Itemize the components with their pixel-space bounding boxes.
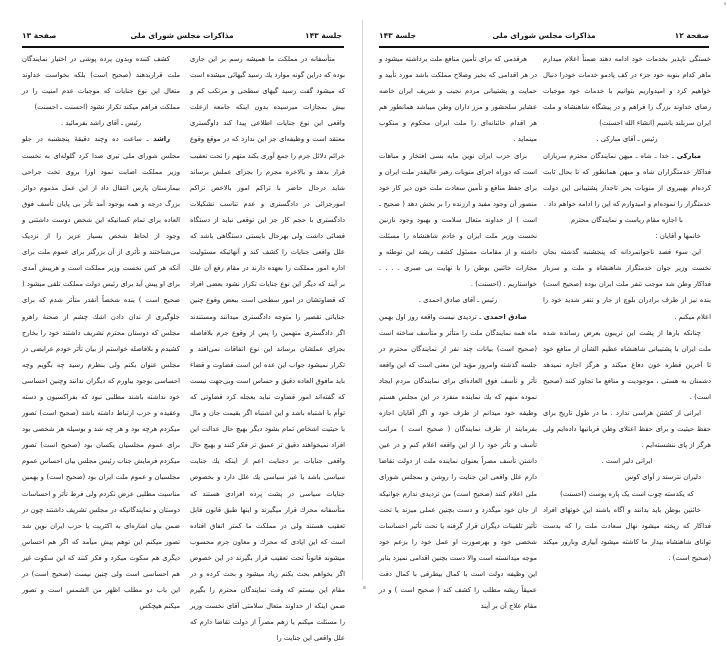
speaker-introduction: رئیس ـ آقای راشد بفرمائید . bbox=[60, 119, 142, 128]
running-title: مذاکرات مجلس شورای ملی bbox=[492, 31, 596, 40]
page-number: صفحة ۱۲ bbox=[674, 31, 709, 40]
paragraph: خستگی ناپذیر بخدمات خود ادامه دهند ضمناً اعلام میدارم ماهر کدام بنوبه خود جزء در کف پادمو خدمات خودرا دنبال خواهیم کرد و امیدواریم بتوانیم با خدمات خود موجبات رضای خداوند بزرگ را فراهم و در پیشگاه شاهنشاه و ملت ایران سربلند باشیم (انشاء الله احسنت) bbox=[543, 55, 711, 128]
paragraph: این سوء قصد ناجوانمردانه که پنجشنبه گذشته بجان نخست وزیر جوان خدمتگزار شاهنشاه و ملت و سرباز فداکار وطن شد موجب تنفر ملت ایران بوده (صحیح است) بنده نیز از طرف برادران بلوچ از جار و تنفر شدید خود را اعلام میکنم . bbox=[543, 248, 711, 321]
speech-text: ـ خدا ـ شاه ـ میهن نمایندگان محترم سربازان فداکار خدمتگزاران شاه و میهن همانطور که تا بحال ثابت کرده‌ام بهپیروی از منویات بحر تاجدار پشتیبانی این دولت خدمتگزار را نموده‌ام و امیدوارم که این را ادامه خواهم داد . bbox=[543, 151, 711, 208]
speech-paragraph bbox=[379, 309, 537, 615]
speaker-name: مبارکی bbox=[676, 151, 701, 160]
speaker-introduction: رئیس ـ آقای مبارکی . bbox=[596, 135, 658, 144]
session-number: جلسة ۱۴۳ bbox=[379, 31, 416, 40]
speaker-name: راشد bbox=[153, 135, 171, 144]
right-page-column-1 bbox=[543, 51, 711, 566]
verse-line: دلیران نترسند ز آوای کوس bbox=[624, 473, 701, 482]
speech-paragraph bbox=[543, 148, 711, 212]
right-page-header bbox=[379, 31, 709, 45]
right-page bbox=[365, 0, 727, 611]
page-gutter bbox=[362, 20, 363, 580]
paragraph: چنانکه بارها از پشت این تریبون بعرض رسانده شده ملت ایران با پشتیبانی شاهنشاه عظیم الشأن از منافع خود تا آخرین قطره خون دفاع میکند و هرگز اجازه نمیدهد دشمنان به هستی ، موجودیت و منافع ما تجاوز کنند (صحیح است) . bbox=[543, 328, 711, 401]
paragraph: هرقدمی که برای تأمین منافع ملت برداشته میشود و در هر اقدامی که بخیر وصلاح مملکت باشد مورد تأیید و حمایت و پشتیبانی مردم نجیب و شریف ایران خاصه عشایر سلحشور و مرز داران وطن میباشد همانطور هم هر اقدام خائنانه‌ای را ملت ایران محکوم و منکوب مینماید . bbox=[379, 55, 537, 144]
paragraph: متأسفانه در مملکت ما همیشه رسم بر این جاری بوده که دراین گونه موارد یك رسید گیهائی میشده است که میشود گفت رسید گیهای سطحی و مرتکب کم و بیش بمجازات میرسیده بدون اینکه جامعه ازعلت واقعی این نوع جنایات اطلاعی پیدا کند داوگستری معتقد است و وظیفه‌ای جز این ندارد که در موقع وقوع جرائم دلائل جرم را جمع آوری بکند متهم را تحت تعقیب قرار بدهد و بالاخره مجرم را بجزای عملش برساند شاید درحال حاضر با تراکم امور بالاخص تراکم امورجزائی در دادگستری و عدم تناسب تشکیلات دادگستری با حجم کار جز این توقعی نباید از دستگاه قضائی داشت ولی بهرحال بایستی دستگاهی باشد که علل واقعی جنایات را کشف کند و آنهائیکه مسئولیت اداره امور مملکت را بعهده دارند در مقام رفع آن علل بر آیند که دیگر این نوع جنایات تکرار نشود بعضی افراد که قضاوتشان در امور سطحی است ببعض وقوع چنین جنایاتی تقصیر را متوجه دادگستری میدانند ومستندند اگر دادگستری متهمین را پس از وقوع جرم بلافاصله بجزای عملشان برساند این نوع اتفاقات نمی‌افتد و تکرار نمیشود جواب این عده این است قضاوت و قضاء باید مافوق العاده دقیق و حساس است وبی‌جهت نیست که گفته‌اند امور قضاوت نباید بعجله کرد قضاوتی که توأم با اشتباه باشد و این اشتباه اگر بقیمت جان و مال با حیثیت اشخاص تمام بشود دیگر بهیچ حال عدالت این افراد نمیخواهند دقیق تر عمیق تر فکر کنند و بهیچ حال واقعی جنایات بر دجنایت اعم از اینکه یك جنایت سیاسی باشد یا غیر سیاسی یك علل دارد و بخصوص جنایات سیاسی در پشت پرده افرادی هستند که متأسفانه محرك قرار میگیرند و اینها طبق قانون قابل تعقیب هستند ولی در مملکت ما کمتر اتفاق افتاده است که این ایادی که محرك و معاون جرم محسوب میشوند قانوناً تحت تعقیب قرار بگیرند در این خصوص اگر بخواهم بحث بکنم زیاد میشود و بحث کرده و در مقام این نیستم که وقت نمایندگان محترم را بگیرم ضمن اینکه از خداوند متعال سلامتی آقای نخست وزیر را مسئلت میکنم با زهم مصراً از دولت تقاضا دارم که علل واقعی این جنایت را bbox=[190, 55, 345, 643]
session-number: جلسة ۱۴۳ bbox=[305, 31, 342, 40]
right-page-column-2 bbox=[379, 51, 537, 614]
paragraph: برای حزب ایران نوین مایه بسی افتخار و مباهات است که دوراه اجرای منویات رهبر عالیقدر ملت ایران و برای حفظ منافع و تأمین سعادت ملت خون دیر کار خود منصور آن وجود مفید و ارزنده را بر بخش دهد ( صحیح ـ است ) از خداوند متعال سلامت و بهبود وجود نازنین نخست وزیر ملت ایران و خادم شاهنشاه را مسئلت داشته و از مقامات مسئول کشف ریشه این توطئه و مجازات خائنین بوطن را با نهایت بی صبری . . . . خواستاریم . (احسنت) . bbox=[379, 151, 537, 289]
left-page bbox=[0, 0, 362, 643]
salutation: خانمها و آقایان : bbox=[655, 232, 701, 241]
verse-line: ایرانی دلیر است . bbox=[601, 457, 653, 466]
left-page-column-1 bbox=[190, 51, 345, 646]
speaker-name: صادق احمدی bbox=[483, 312, 527, 321]
left-page-header bbox=[22, 31, 342, 45]
header-rule bbox=[379, 46, 709, 48]
paragraph: کشف کننده وبدون پرده پوشی در اختیار نمایندگان ملت قراربدهند (صحیح است) بلکه بخواست خداوند متعال این نوع جنایات که موجبات عدم امنیت را در مملکت فراهم میکند تکرار نشود (احسنت ـ احسنت) bbox=[22, 55, 180, 112]
scan-speck bbox=[363, 586, 366, 589]
page-number: صفحة ۱۳ bbox=[22, 31, 57, 40]
left-page-column-2 bbox=[22, 51, 180, 614]
salutation: با اجازه مقام ریاست و نمایندگان محترم bbox=[571, 215, 683, 224]
paragraph: ایرانی از کشتن هراسی ندارد . ما در طول تاریخ برای حفظ حیثیت و برای حفظ اعتلای وطن قربانیها داده‌ایم ولی هرگز از پای ننشسته‌ایم . bbox=[543, 409, 711, 450]
speech-text: ـ ساعت ده وچند دقیقهٔ پنجشنبه در جلو مجلس شورای ملی تیری صدا کرد گلوله‌ای به نخست وزیر مملکت اصابت نمود اورا بروی تخت جراحی بیمارستان پارس انتقال داد از این عمل مذموم دوائر بزرگ درجه و همه بوجود آمد تأثر بی پایان تأسف فوق العاده برای تمام کسانیکه این شخص دوست داشتنی و وجود از لحاظ شخص بسیار عزیز را از نزدیک می‌شناختند و تأثری از آن بزرگتر برای عموم ملت برای آنکه هر کس نخست وزیر مملکت است و هرپیش آمدی برای او پیش آید برای رئیس دولت مملکت تلقی میشود ( صحیح است ) بنده شخصاً آنقدر متأثر شدم که برای جلوگیری از ندان دادن اشك چشم از صحنهٔ راهرو مجلس که دوستان محترم تشریف داشتند خود را بخارج کشیدم و بلافاصله خواستم از بیان تأثر خودم عرایضی در مجلس عنوان بکنم ولی بنظرم رسید چه بگویم وچه احساسی بوجود بیاورم که دیگران ندانند وچنین احساسی خود نداشته باشند مطلبی نبود که بفراکسیون و دسته وعقیده و حزب ارتباط داشته باشد (صحیح است) تصور میکردم هرچه بود و هر چه شد و بوسیله هر شخصی بود برای عموم مجلسیان یکسان بود (صحیح است) تصور میکردم فرمایش جناب رئیس مجلس بیان احساس عموم مجلسیان و عموم ملت ایران بود (صحیح است) و بهمین مناسبت مطلبی عرض نکردم ولی فرط تأثر و احساسات دوستان و نمایندگانیکه در مجلس تشریف داشتند چون در ضمن بیان اشاره‌ای به اکثریت یا حزب ایران نوین شد تصور میکنم این توهم پیش میآمد که اگر هم احساس دیگری هم سکوت میکرد و فکر کنند که این سکوت غیر هم احساسی است ولی چنین نیست (صحیح است) در این باب دو مطلب اظهر من الشمس است و تصور میکنم هیچکس bbox=[22, 135, 180, 611]
paragraph: خائنین بوطن باید بدانند و آگاه باشند این خونهای افراد فداکار که ریخته میشود نهال سعادت ملت را که بدست توانای شاهنشاه بیدار ما کاشته میشود آبیاری وبارور میکند (صحیح است) . bbox=[543, 505, 711, 562]
header-rule bbox=[22, 46, 344, 48]
running-title: مذاکرات مجلس شورای ملی bbox=[130, 31, 234, 40]
speech-paragraph bbox=[22, 131, 180, 614]
scan-speck bbox=[724, 2, 726, 5]
verse-line: که یکدسته چوب است یک پاره پوست (احسنت) bbox=[560, 489, 694, 498]
speaker-introduction: رئیس ـ آقای صادق احمدی . bbox=[418, 296, 498, 305]
speech-text: ـ تردیدی نیست واقعه روز اول بهمن ماه همه نمایندگان ملت را متأثر و متأسف ساخته است (صحیح است) بیانات چند نفر از نمایندگان محترم در جلسه گذشته وامروز مؤید این معنی است که این واقعه تأثر و تأسف فوق العاده‌ای برای نمایندگان مردم ایجاد نموده منهم که یك نماینده منفرد در این مجلس هستم وظیفه خود میدانم از طرف خود و اگر آقایان اجازه بفرمایند از طرف نمایندگان ( صحیح است ) مراتب تأسف و تأثر خود را از این واقعه اعلام کنم و در عین داشتن تأسف مصراً بعنوان نماینده ملت از دولت تقاضا دارم علل واقعی این جنایت را روشن و بمجلس شورای ملی اعلام کنند (صحیح است) من تردیدی ندارم جوانیکه از جان خود میگذرد و دست بچنین عملی میزند یا تحت تأثیر تلقینات دیگران قرار گرفته یا تحت تأثیر احساسات شخصی خود و بهرصورت او عمل خود را بزعم خود موجه میدانسته است والا دست بچنین اقدامی نمیزد بنابر این وظیفه دولت است با کمال بیطرفی با کمال دقت عمیقاً ریشه مطلب را کشف کند ( صحیح است ) و در مقام علاج آن بر آیند bbox=[379, 312, 537, 611]
